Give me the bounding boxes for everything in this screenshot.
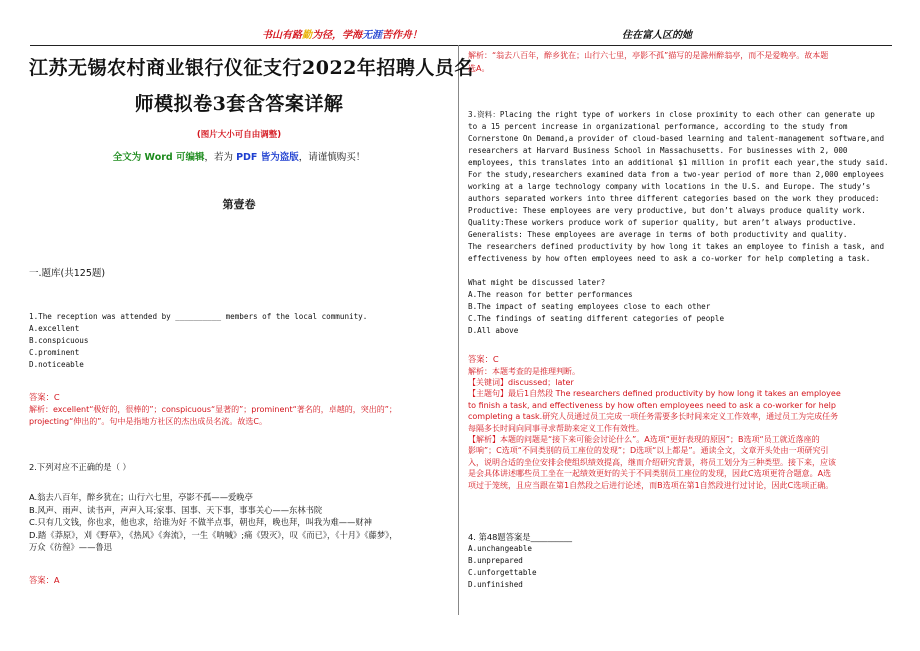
motto-part-2: 勤 <box>302 30 312 41</box>
section-title: 第壹卷 <box>222 198 256 211</box>
analysis-line: 【关键词】discussed；later <box>468 377 574 387</box>
passage-line: Generalists: These employees are average in terms of both productivity and quality. <box>468 230 848 239</box>
question-3-prompt: What might be discussed later? <box>468 278 606 287</box>
question-3-option: C.The findings of seating different categories of people <box>468 314 725 323</box>
left-column <box>29 50 474 586</box>
title-line-1: 江苏无锡农村商业银行仪征支行2022年招聘人员名 <box>29 57 474 79</box>
passage-line: For the study,researchers examined data from a two-year period of more than 2,000 employees <box>468 170 885 179</box>
question-2-analysis: 选A。 <box>468 63 490 73</box>
analysis-line: completing a task.研究人员通过员工完成一项任务需要多长时间来定义工作效率，通过员工为完成任务 <box>468 412 839 422</box>
header-right-text: 住在富人区的她 <box>622 30 692 41</box>
image-size-note: (图片大小可自由调整) <box>196 130 282 140</box>
notice-word-editable: 全文为 Word 可编辑 <box>112 152 205 163</box>
question-1-option: B.conspicuous <box>29 336 89 345</box>
analysis-line: to finish a task, and effectiveness by how often employees need to ask a co-worker for help <box>468 400 836 410</box>
passage-line: to a 15 percent increase in organizational performance, according to the study from <box>468 122 848 131</box>
question-3-answer: 答案：C <box>468 354 499 364</box>
passage-line: 3.资料：Placing the right type of workers in close proximity to each other can generate up <box>468 110 875 119</box>
question-2 <box>29 461 449 587</box>
question-4-option: C.unforgettable <box>468 568 537 578</box>
question-2-option: A.翁去八百年，醉乡犹在；山行六七里，亭影不孤——爱晚亭 <box>29 492 253 502</box>
question-3-option: A.The reason for better performances <box>468 290 633 299</box>
passage-line: The researchers defined productivity by how long it takes an employee to finish a task, and <box>468 242 885 251</box>
copyright-notice <box>29 149 449 163</box>
question-4-stem: 4. 第48题答案是__________ <box>468 531 573 542</box>
header-motto <box>262 26 422 41</box>
question-2-answer: 答案：A <box>29 574 60 585</box>
passage-line: employees, this translates into an additional $1 million in profit each year,the study said. <box>468 158 889 167</box>
question-1-stem: 1.The reception was attended by __________ members of the local community. <box>29 312 368 321</box>
question-1-analysis: 解析：excellent“极好的，很棒的”；conspicuous“显著的”；prominent“著名的，卓越的，突出的”； <box>29 404 397 414</box>
passage-line: Quality:These workers produce work of superior quality, but aren’t always productive. <box>468 218 857 227</box>
question-2-option: B.风声、雨声、读书声，声声入耳;家事、国事、天下事，事事关心——东林书院 <box>29 504 323 515</box>
analysis-line: 解析：本题考查的是推理判断。 <box>468 366 580 376</box>
question-4-option: A.unchangeable <box>468 544 533 554</box>
analysis-line: 入，说明合适的坐位安排会使组织绩效提高，继而介绍研究背景，将员工划分为三种类型。接下来，应该 <box>468 457 836 467</box>
question-3-option: B.The impact of seating employees close to each other <box>468 302 711 311</box>
question-1-answer: 答案：C <box>29 392 60 402</box>
question-3-option: D.All above <box>468 326 519 335</box>
passage-line: researchers at Harvard Business School in Massachusetts. For businesses with 2, 000 <box>468 146 848 155</box>
question-4-option: D.unfinished <box>468 580 523 590</box>
header-rule <box>30 45 892 46</box>
question-3 <box>468 109 896 491</box>
question-bank-heading: 一.题库(共125题) <box>29 268 106 279</box>
passage-line: Productive: These employees are very productive, but don’t always produce quality work. <box>468 206 866 215</box>
analysis-line: 项过于笼统，且应当跟在第1自然段之后进行论述，而B选项在第1自然段进行过讨论，因此C选项正确。 <box>468 480 834 490</box>
question-1-option: D.noticeable <box>29 360 84 369</box>
passage-line: authors separated workers into three different categories based on the work they produced: <box>468 194 880 203</box>
motto-part-3: 为径，学海 <box>312 30 362 41</box>
document-title <box>29 50 474 122</box>
question-2-stem: 2.下列对应不正确的是（ ） <box>29 461 131 472</box>
passage-line: working at a large technology company with locations in the U.S. and Europe. The study’s <box>468 182 871 191</box>
analysis-line: 【主题句】最后1自然段 The researchers defined productivity by how long it takes an employee <box>468 389 841 399</box>
analysis-line: 每隔多长时间向同事寻求帮助来定义工作有效性。 <box>468 423 644 433</box>
question-4-option: B.unprepared <box>468 556 523 566</box>
question-2-option: 万众《彷徨》——鲁迅 <box>29 542 112 552</box>
motto-part-1: 书山有路 <box>262 30 302 41</box>
question-3-passage <box>468 109 896 265</box>
question-2-analysis: 解析：“翁去八百年，醉乡犹在；山行六七里，亭影不孤”描写的是滁州醉翁亭，而不是爱晚亭。故本题 <box>468 51 829 60</box>
title-line-2: 师模拟卷3套含答案详解 <box>134 93 344 115</box>
analysis-line: 影响”；C选项“不同类别的员工座位的发现”；D选项“以上都是”。通读全文，文章开头处由一项研究引 <box>468 446 829 456</box>
notice-pdf-pirated: PDF 皆为盗版 <box>236 152 299 163</box>
question-2-option: C.只有几文钱，你也求，他也求，给谁为好 不做半点事，朝也拜，晚也拜，叫我为难——财神 <box>29 517 372 527</box>
question-1-option: C.prominent <box>29 348 80 357</box>
right-column <box>468 50 896 591</box>
analysis-line: 【解析】本题的问题是“接下来可能会讨论什么”。A选项“更好表现的原因”；B选项“员工就近落座的 <box>468 434 820 444</box>
passage-line: effectiveness by how often employees need to ask a co-worker for help completing a task. <box>468 254 871 263</box>
question-4 <box>468 531 896 592</box>
question-2-option: D.踏《莽原》，刈《野草》，《热风》《奔流》，一生《呐喊》;痛《毁灭》，叹《而已》，《十月》《藤梦》， <box>29 529 398 540</box>
analysis-line: 是会具体讲述哪些员工坐在一起绩效更好的关于不同类别员工座位的发现，因此C选项更符合题意。A选 <box>468 469 832 479</box>
column-divider <box>458 45 459 615</box>
question-1 <box>29 311 449 429</box>
notice-part-4: ，请谨慎购买！ <box>298 152 366 163</box>
question-3-analysis <box>468 366 896 491</box>
motto-part-4: 无涯 <box>362 30 382 41</box>
notice-part-2: ，若为 <box>204 152 237 163</box>
question-1-option: A.excellent <box>29 324 80 333</box>
passage-line: Cornerstone On Demand,a provider of cloud-based learning and talent-management software,and <box>468 134 885 143</box>
motto-part-5: 苦作舟！ <box>382 30 422 41</box>
question-1-analysis: projecting“伸出的”。句中是指地方社区的杰出成员名流。故选C。 <box>29 417 268 426</box>
